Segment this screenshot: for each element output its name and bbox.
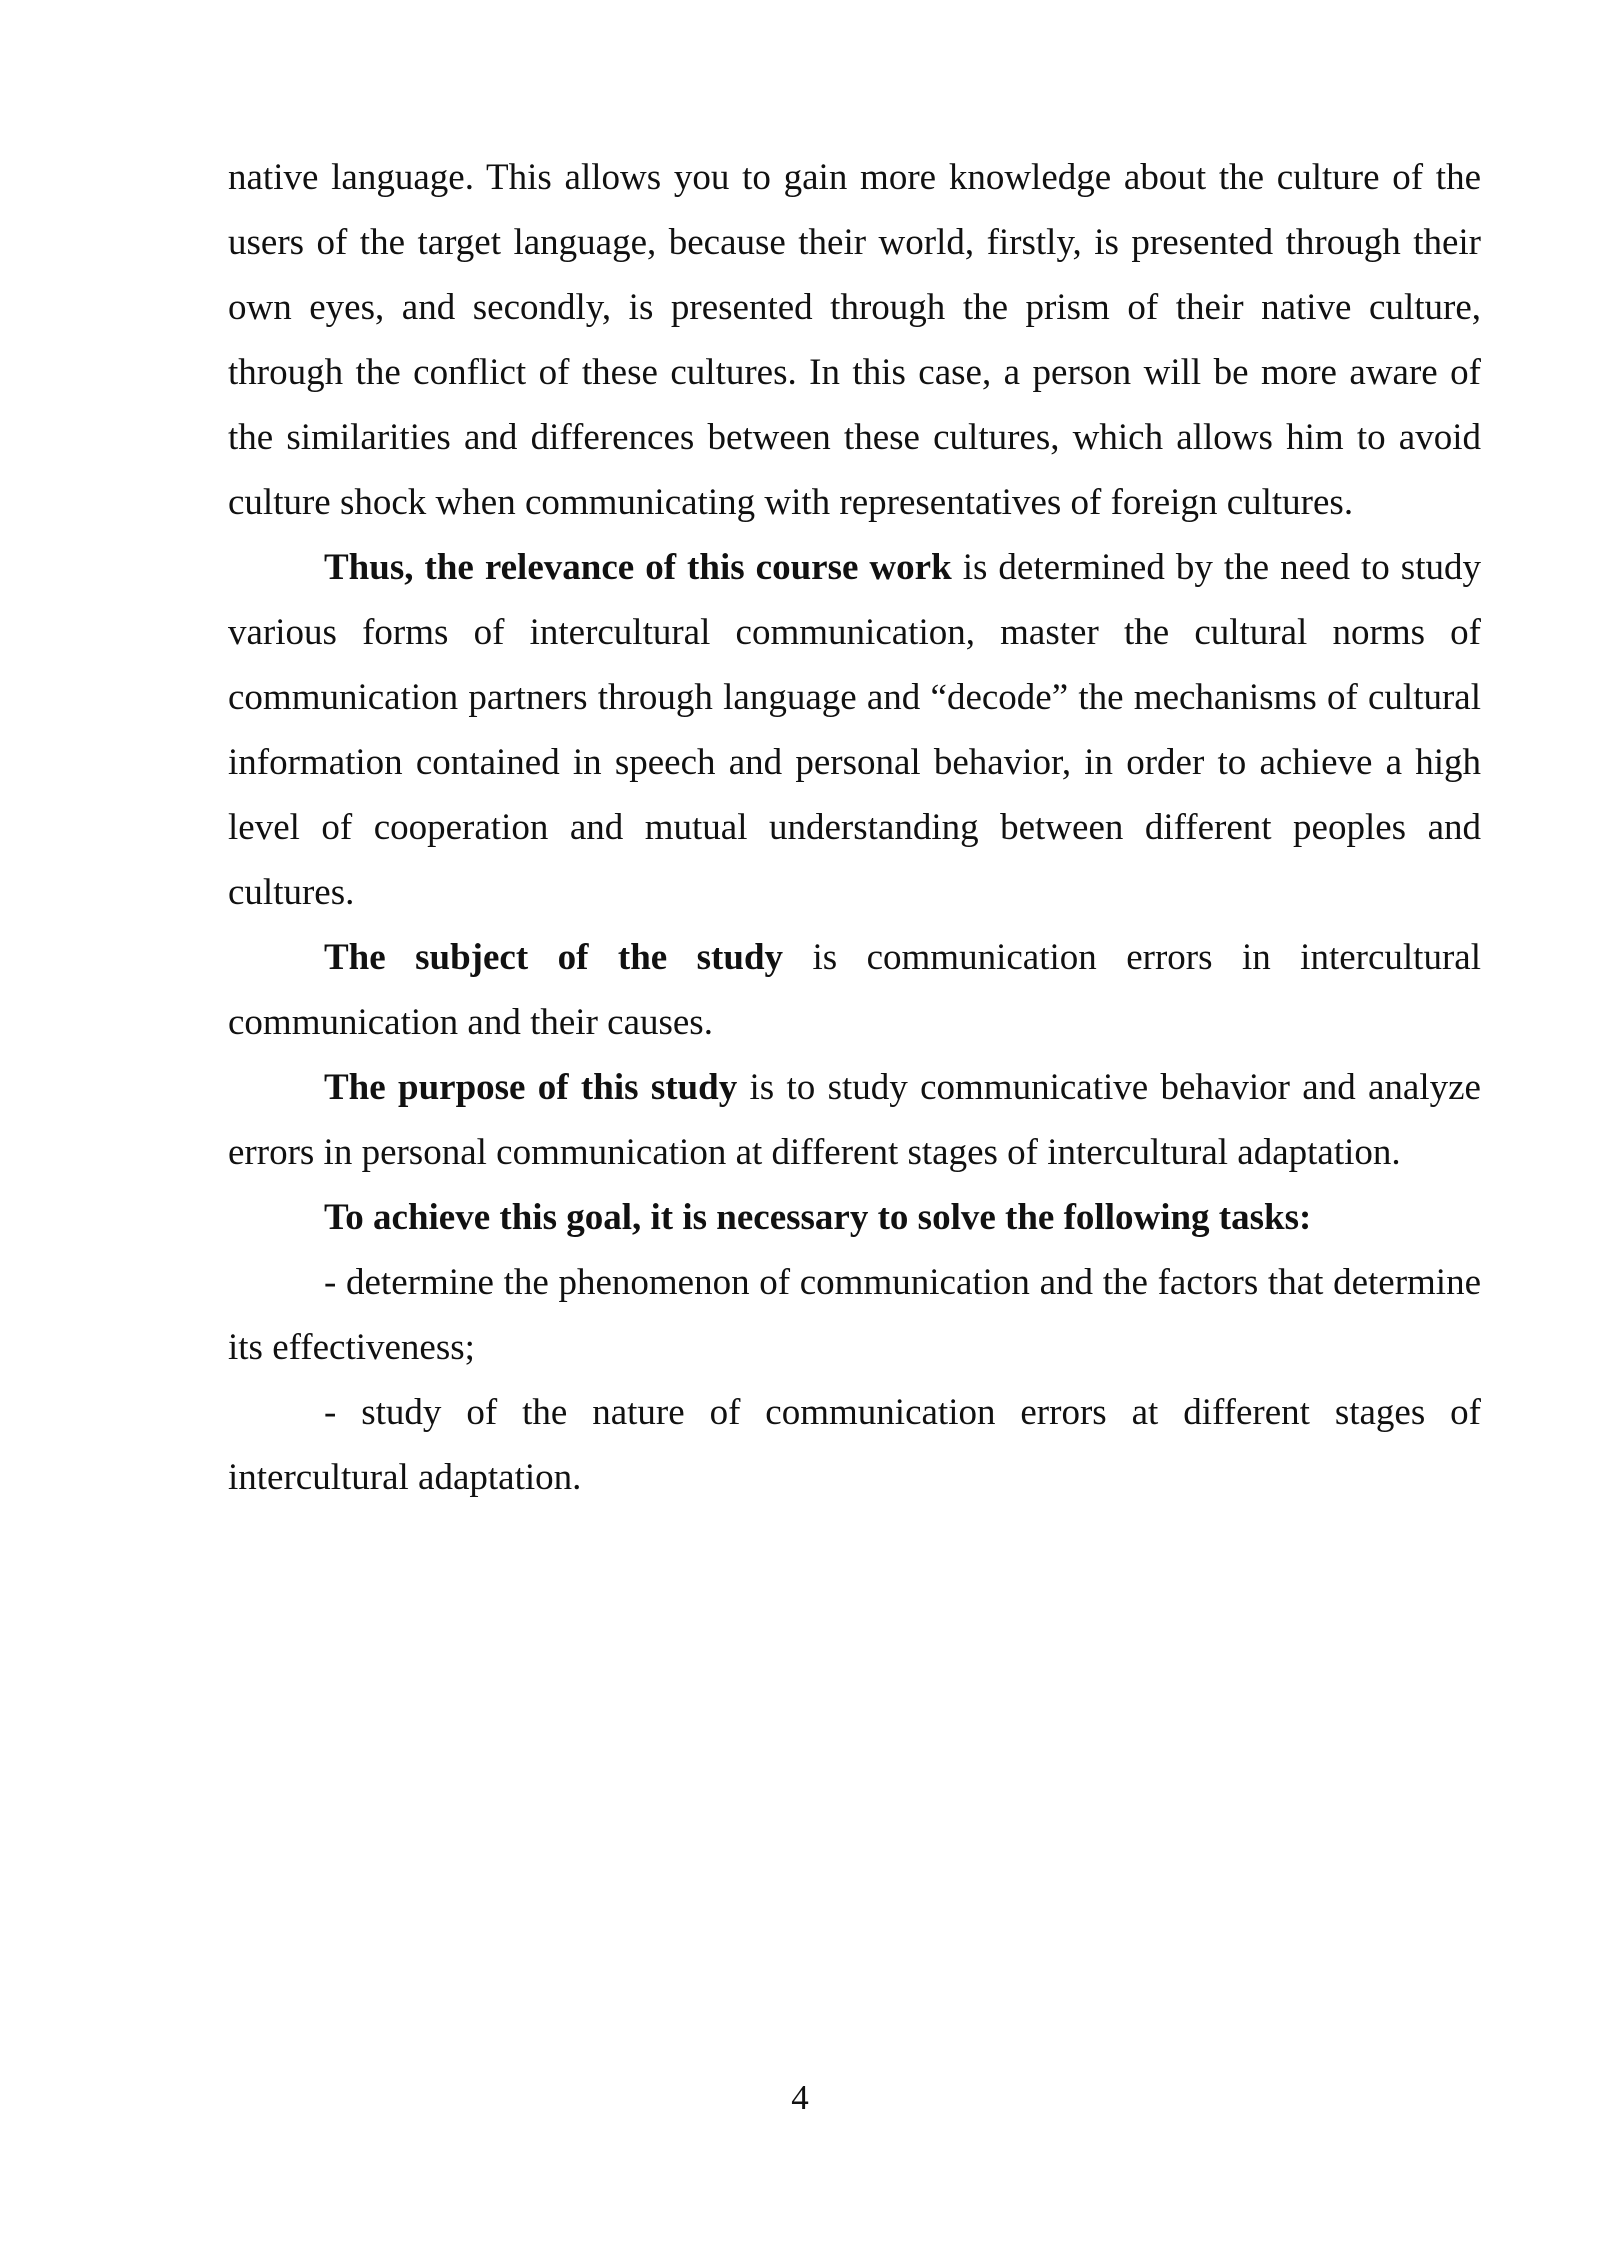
paragraph-relevance bbox=[228, 535, 1481, 925]
purpose-text: is to study communicative behavior and analyze errors in personal communication at different stages of intercultural adaptation. bbox=[228, 1067, 1481, 1173]
subject-heading: The subject of the study bbox=[324, 937, 784, 978]
paragraph-intro-continuation: native language. This allows you to gain more knowledge about the culture of the users of the target language, because their world, firstly, is presented through their own eyes, and secondly, is presented through the prism of their native culture, through the conflict of these cultures. In this case, a person will be more aware of the similarities and differences between these cultures, which allows him to avoid culture shock when communicating with representatives of foreign cultures. bbox=[228, 157, 1481, 523]
relevance-text: is determined by the need to study various forms of intercultural communication, master the cultural norms of communication partners through language and “decode” the mechanisms of cultural information contained in speech and personal behavior, in order to achieve a high level of cooperation and mutual understanding between different peoples and cultures. bbox=[228, 547, 1481, 913]
task-item-2: - study of the nature of communication errors at different stages of intercultural adaptation. bbox=[228, 1392, 1481, 1498]
task-item-1: - determine the phenomenon of communication and the factors that determine its effectiveness; bbox=[228, 1262, 1481, 1368]
relevance-heading: Thus, the relevance of this course work bbox=[324, 547, 952, 588]
page-number: 4 bbox=[791, 2078, 809, 2117]
subject-text: is communication errors in intercultural communication and their causes. bbox=[228, 937, 1481, 1043]
paragraph-purpose bbox=[228, 1055, 1481, 1185]
purpose-heading: The purpose of this study bbox=[324, 1067, 738, 1108]
tasks-heading: To achieve this goal, it is necessary to solve the following tasks: bbox=[324, 1197, 1312, 1238]
paragraph-tasks-heading bbox=[228, 1185, 1481, 1250]
paragraph-subject bbox=[228, 925, 1481, 1055]
body-text bbox=[228, 145, 1481, 1510]
